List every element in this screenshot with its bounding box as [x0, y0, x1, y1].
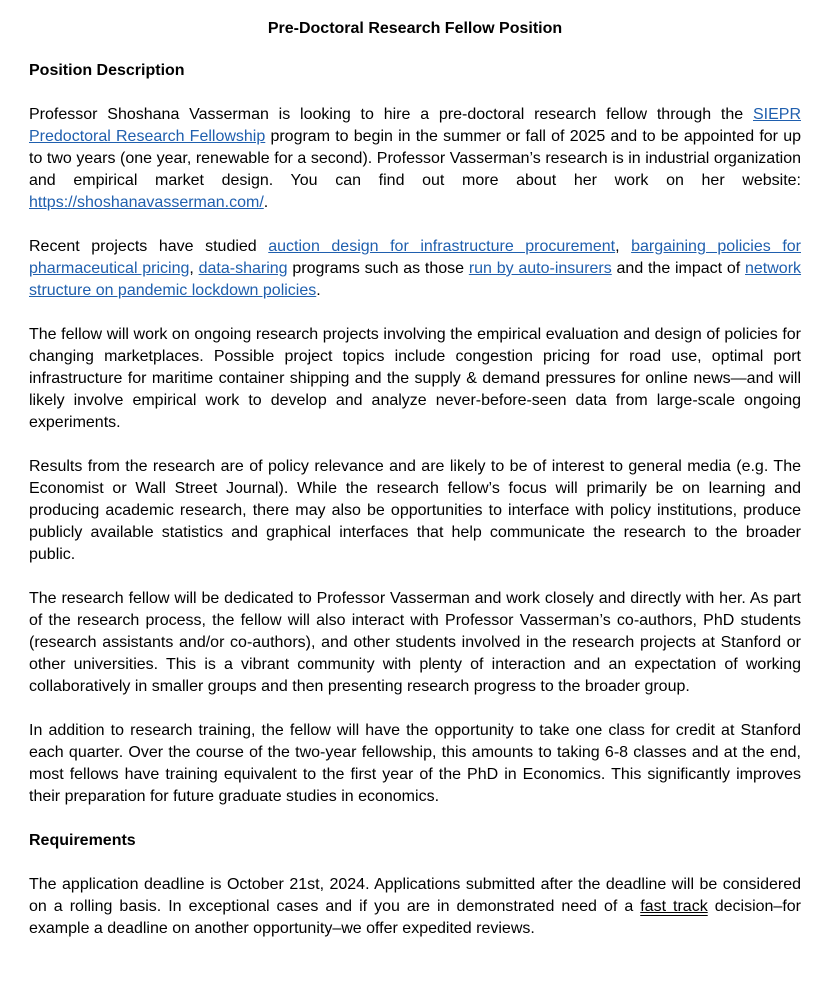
deadline-text-2: decision–for example a deadline on another opportunity–we offer expedited reviews.	[29, 898, 802, 937]
fellow-work-paragraph: The fellow will work on ongoing research projects involving the empirical evaluation and design of policies for changing marketplaces. Possible project topics include congestion pricing for road use, optimal port infrastructure for maritime container shipping and the supply & demand pressures for online news—and will likely involve empirical work to develop and analyze never-before-seen data from large-scale ongoing experiments.	[29, 326, 801, 431]
projects-text-6: .	[316, 282, 321, 299]
intro-paragraph	[29, 104, 801, 214]
website-link[interactable]: https://shoshanavasserman.com/	[29, 194, 264, 211]
deadline-paragraph	[29, 874, 801, 940]
intro-text-1: Professor Shoshana Vasserman is looking to hire a pre-doctoral research fellow through the	[29, 106, 753, 123]
position-description-heading: Position Description	[29, 62, 185, 79]
deadline-text-1: The application deadline is October 21st, 2024. Applications submitted after the deadline will be considered on a rolling basis. In exceptional cases and if you are in demonstrated need of a	[29, 876, 801, 915]
projects-text-5: and the impact of	[611, 260, 745, 277]
data-sharing-link[interactable]: data-sharing	[198, 260, 288, 277]
projects-text-1: Recent projects have studied	[29, 238, 269, 255]
auto-insurers-link[interactable]: run by auto-insurers	[468, 260, 612, 277]
intro-text-2: program to begin in the summer or fall of 2025 and to be appointed for up to two years (one year, renewable for a second). Professor Vasserman’s research is in industrial organization and empirical market design. You can find out more about her work on her website:	[29, 128, 801, 189]
projects-paragraph	[29, 236, 801, 302]
requirements-heading: Requirements	[29, 832, 136, 849]
bargaining-policies-link[interactable]: bargaining policies for pharmaceutical pricing	[29, 238, 801, 277]
auction-design-link[interactable]: auction design for infrastructure procurement	[268, 238, 616, 255]
intro-text-3: .	[263, 194, 269, 211]
training-paragraph: In addition to research training, the fellow will have the opportunity to take one class for credit at Stanford each quarter. Over the course of the two-year fellowship, this amounts to taking 6-8 classes and at the end, most fellows have training equivalent to the first year of the PhD in Economics. This significantly improves their preparation for future graduate studies in economics.	[29, 722, 801, 805]
projects-text-3: ,	[189, 260, 199, 277]
network-structure-link[interactable]: network structure on pandemic lockdown policies	[29, 260, 802, 299]
fast-track-link[interactable]: fast track	[640, 898, 708, 915]
projects-text-2: ,	[615, 238, 632, 255]
siepr-fellowship-link[interactable]: SIEPR Predoctoral Research Fellowship	[29, 106, 801, 145]
dedication-paragraph: The research fellow will be dedicated to Professor Vasserman and work closely and directly with her. As part of the research process, the fellow will also interact with Professor Vasserman’s co-authors, PhD students (research assistants and/or co-authors), and other students involved in the research projects at Stanford or other universities. This is a vibrant community with plenty of interaction and an expectation of working collaboratively in smaller groups and then presenting research progress to the broader group.	[29, 590, 801, 695]
page-title: Pre-Doctoral Research Fellow Position	[267, 20, 563, 37]
results-paragraph: Results from the research are of policy relevance and are likely to be of interest to general media (e.g. The Economist or Wall Street Journal). While the research fellow’s focus will primarily be on learning and producing academic research, there may also be opportunities to interface with policy institutions, produce publicly available statistics and graphical interfaces that help communicate the research to the broader public.	[29, 458, 801, 563]
projects-text-4: programs such as those	[287, 260, 469, 277]
